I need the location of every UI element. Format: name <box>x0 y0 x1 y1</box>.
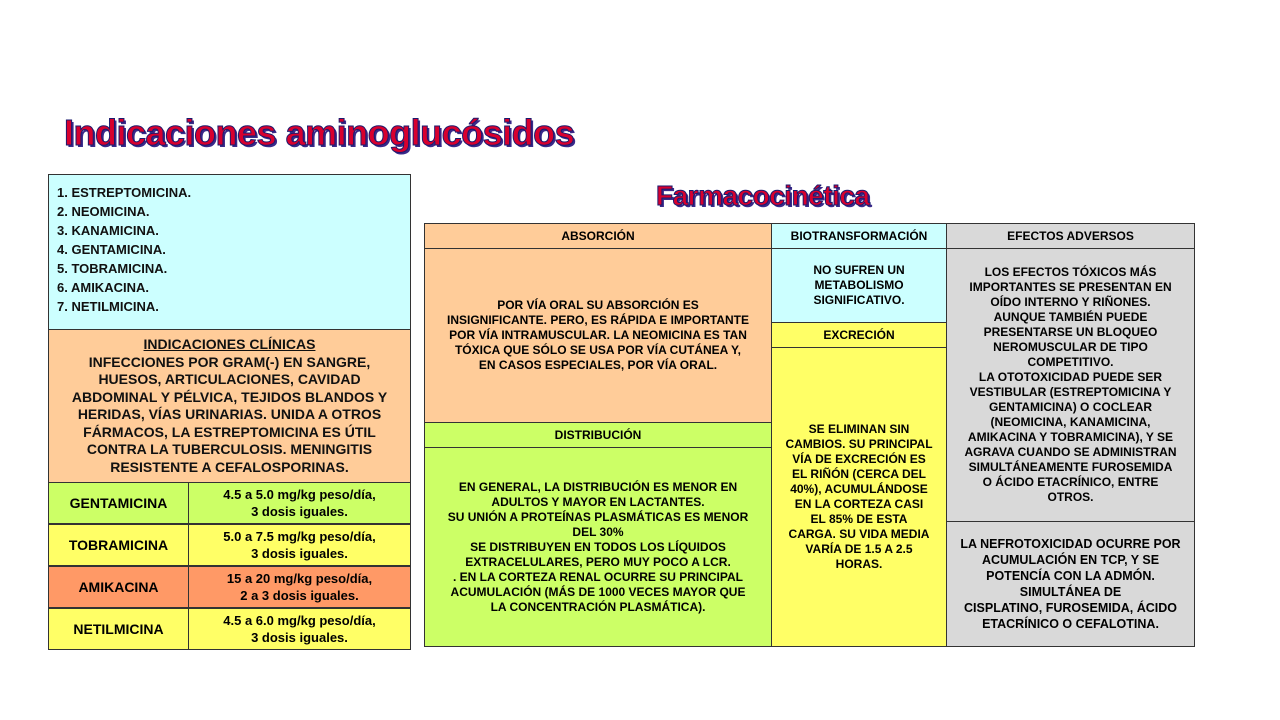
dose-value: 15 a 20 mg/kg peso/día, 2 a 3 dosis iguales. <box>189 566 411 608</box>
indication-line: HERIDAS, VÍAS URINARIAS. UNIDA A OTROS <box>77 406 382 422</box>
indication-line: CONTRA LA TUBERCULOSIS. MENINGITIS <box>86 441 373 457</box>
distribution-header: DISTRIBUCIÓN <box>424 422 772 448</box>
excretion-header: EXCRECIÓN <box>771 322 947 348</box>
adverse-effects-content: LOS EFECTOS TÓXICOS MÁS IMPORTANTES SE PRESENTAN EN OÍDO INTERNO Y RIÑONES. AUNQUE TAMBIÉN PUEDE PRESENTARSE UN BLOQUEO NEROMUSCULAR DE TIPO COMPETITIVO. LA OTOTOXICIDAD PUEDE SER VESTIBULAR (ESTREPTOMICINA Y GENTAMICINA) O COCLEAR (NEOMICINA, KANAMICINA, AMIKACINA Y TOBRAMICINA), Y SE AGRAVA CUANDO SE ADMINISTRAN SIMULTÁNEAMENTE FUROSEMIDA O ÁCIDO ETACRÍNICO, ENTRE OTROS. <box>946 248 1195 522</box>
dose-drug-name: NETILMICINA <box>48 608 189 650</box>
dose-value: 5.0 a 7.5 mg/kg peso/día, 3 dosis iguales. <box>189 524 411 566</box>
drug-list-item: 4. GENTAMICINA. <box>57 242 166 257</box>
nephrotoxicity-content: LA NEFROTOXICIDAD OCURRE POR ACUMULACIÓN EN TCP, Y SE POTENCÍA CON LA ADMÓN. SIMULTÁNEA DE CISPLATINO, FUROSEMIDA, ÁCIDO ETACRÍNICO O CEFALOTINA. <box>946 521 1195 647</box>
drug-list-item: 2. NEOMICINA. <box>57 204 150 219</box>
dose-value: 4.5 a 6.0 mg/kg peso/día, 3 dosis iguales. <box>189 608 411 650</box>
excretion-content: SE ELIMINAN SIN CAMBIOS. SU PRINCIPAL VÍA DE EXCRECIÓN ES EL RIÑÓN (CERCA DEL 40%), ACUMULÁNDOSE EN LA CORTEZA CASI EL 85% DE ESTA CARGA. SU VIDA MEDIA VARÍA DE 1.5 A 2.5 HORAS. <box>771 347 947 647</box>
dose-row-amikacina <box>48 566 411 608</box>
drug-list-item: 7. NETILMICINA. <box>57 299 159 314</box>
absorption-content: POR VÍA ORAL SU ABSORCIÓN ES INSIGNIFICANTE. PERO, ES RÁPIDA E IMPORTANTE POR VÍA INTRAMUSCULAR. LA NEOMICINA ES TAN TÓXICA QUE SÓLO SE USA POR VÍA CUTÁNEA Y, EN CASOS ESPECIALES, POR VÍA ORAL. <box>424 248 772 423</box>
dose-row-netilmicina <box>48 608 411 650</box>
biotransformation-header: BIOTRANSFORMACIÓN <box>771 223 947 249</box>
indication-line: FÁRMACOS, LA ESTREPTOMICINA ES ÚTIL <box>83 423 376 440</box>
clinical-indications <box>48 329 411 483</box>
dose-value: 4.5 a 5.0 mg/kg peso/día, 3 dosis iguales. <box>189 482 411 524</box>
clinical-indications-header: INDICACIONES CLÍNICAS <box>143 336 316 352</box>
main-title: Indicaciones aminoglucósidos <box>64 112 575 153</box>
dose-row-gentamicina <box>48 482 411 524</box>
adverse-effects-header: EFECTOS ADVERSOS <box>946 223 1195 249</box>
drug-list-item: 3. KANAMICINA. <box>57 223 159 238</box>
indication-line: INFECCIONES POR GRAM(-) EN SANGRE, <box>88 353 371 370</box>
indication-line: ABDOMINAL Y PÉLVICA, TEJIDOS BLANDOS Y <box>71 388 388 405</box>
drug-list-item: 6. AMIKACINA. <box>57 280 149 295</box>
distribution-content: EN GENERAL, LA DISTRIBUCIÓN ES MENOR EN ADULTOS Y MAYOR EN LACTANTES. SU UNIÓN A PROTEÍNAS PLASMÁTICAS ES MENOR DEL 30% SE DISTRIBUYEN EN TODOS LOS LÍQUIDOS EXTRACELULARES, PERO MUY POCO A LCR. . EN LA CORTEZA RENAL OCURRE SU PRINCIPAL ACUMULACIÓN (MÁS DE 1000 VECES MAYOR QUE LA CONCENTRACIÓN PLASMÁTICA). <box>424 447 772 647</box>
indication-line: HUESOS, ARTICULACIONES, CAVIDAD <box>98 371 361 387</box>
dose-drug-name: AMIKACINA <box>48 566 189 608</box>
dose-drug-name: TOBRAMICINA <box>48 524 189 566</box>
drug-list-item: 5. TOBRAMICINA. <box>57 261 168 276</box>
biotransformation-content: NO SUFREN UN METABOLISMO SIGNIFICATIVO. <box>771 248 947 323</box>
dose-row-tobramicina <box>48 524 411 566</box>
indication-line: RESISTENTE A CEFALOSPORINAS. <box>110 458 349 475</box>
drug-list <box>48 174 411 330</box>
absorption-header: ABSORCIÓN <box>424 223 772 249</box>
pharmacokinetics-title: Farmacocinética <box>656 180 870 211</box>
dose-drug-name: GENTAMICINA <box>48 482 189 524</box>
drug-list-item: 1. ESTREPTOMICINA. <box>57 185 192 200</box>
